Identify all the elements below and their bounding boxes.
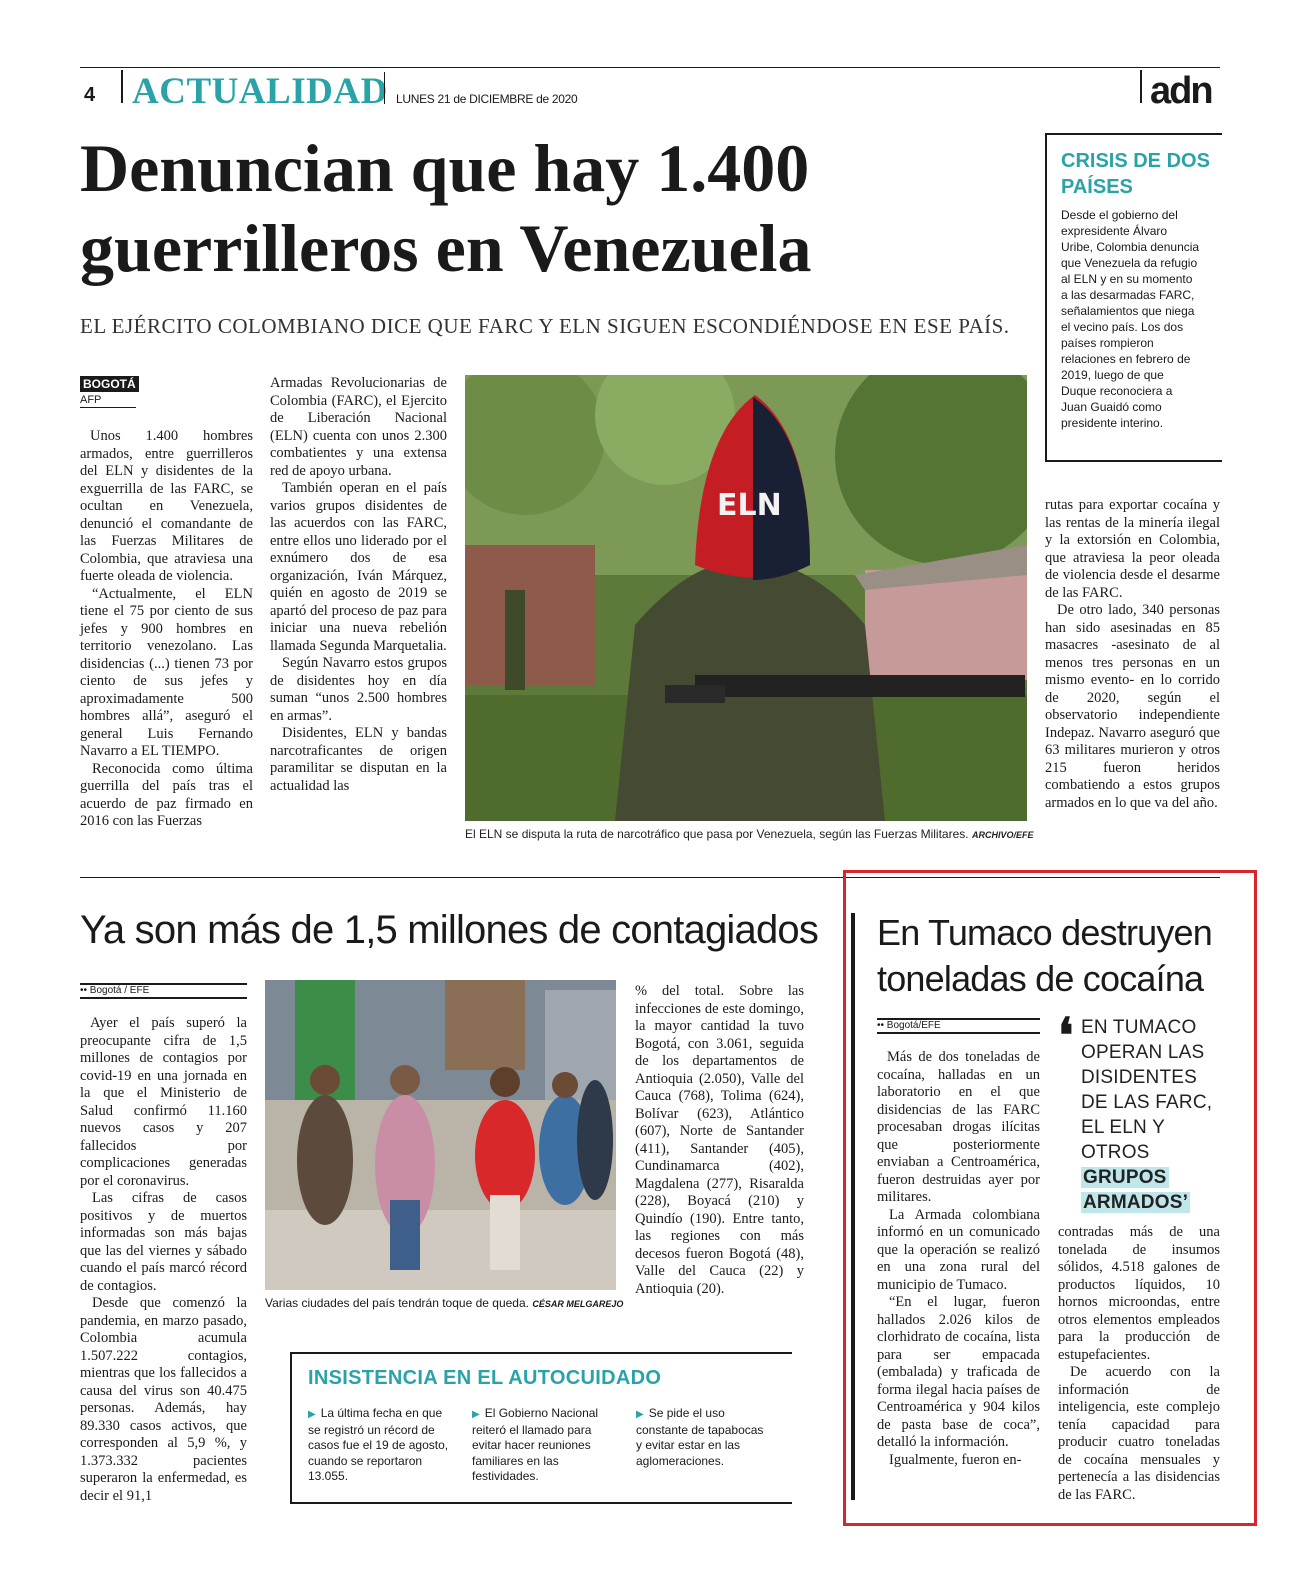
paragraph: Armadas Revolucionarias de Colombia (FARC), el Ejercito de Liberación Nacional (ELN) cuenta con unos 2.300 combatientes y una extensa red de apoyo urbana. — [270, 375, 447, 479]
photo-caption — [265, 1296, 623, 1310]
header-divider — [384, 72, 385, 104]
main-headline-line: Denuncian que hay 1.400 — [80, 130, 810, 206]
eln-guerrilla-photo — [465, 375, 1027, 821]
crisis-sidebar-title: CRISIS DE DOS PAÍSES — [1061, 150, 1210, 198]
photo-caption — [465, 827, 1033, 841]
covid-column-2 — [635, 983, 804, 1298]
crisis-sidebar-text: Desde el gobierno del expresidente Álvaro Uribe, Colombia denuncia que Venezuela da refugio al ELN y en su momento a las desarmadas FARC, señalamientos que niega el vecino país. Los dos países rompieron relaciones en febrero de 2019, luego de que Duque reconociera a Juan Guaidó como presidente interino. — [1061, 208, 1200, 430]
tumaco-column-2 — [1058, 1224, 1220, 1504]
pull-quote-highlight: ARMADOS’ — [1083, 1192, 1189, 1213]
main-story-column-3 — [1045, 497, 1220, 812]
photo-credit: CÉSAR MELGAREJO — [532, 1299, 624, 1309]
paragraph: “Actualmente, el ELN tiene el 75 por ciento de sus jefes y 900 hombres en territorio venezolano. Las disidencias (...) tienen 73 por ciento de sus jefes y aproximadamente 500 hombres allá”, aseguró el general Luis Fernando Navarro a EL TIEMPO. — [80, 585, 253, 759]
triangle-bullet-icon: ▶ — [472, 1409, 480, 1420]
hood-letters: ELN — [717, 488, 782, 523]
page-number: 4 — [84, 84, 96, 106]
bullet-text: La última fecha en que se registró un récord de casos fue el 19 de agosto, cuando se reportaron 13.055. — [308, 1406, 449, 1483]
tumaco-column-1 — [877, 1049, 1040, 1469]
paragraph: Reconocida como última guerrilla del país tras el acuerdo de paz firmado en 2016 con las Fuerzas — [80, 760, 253, 829]
paragraph: Unos 1.400 hombres armados, entre guerrilleros del ELN y disidentes de la exguerrilla de las FARC, se ocultan en Venezuela, denunció el comandante de las Fuerzas Militares de Colombia, que atraviesa una fuerte oleada de violencia. — [80, 428, 253, 584]
paragraph: Ayer el país superó la preocupante cifra de 1,5 millones de contagios por covid-19 en una jornada en la que el Ministerio de Salud confirmó 11.160 nuevos casos y 207 fallecidos por complicaciones generadas por el coronavirus. — [80, 1015, 247, 1189]
caption-text: Varias ciudades del país tendrán toque de queda. — [265, 1296, 529, 1310]
paragraph: La Armada colombiana informó en un comunicado que la operación se realizó en una zona rural del municipio de Tumaco. — [877, 1206, 1040, 1293]
paragraph: “En el lugar, fueron hallados 2.026 kilos de clorhidrato de cocaína, lista para ser empacada (embalada) y traficada de forma ilegal hacia países de Centroamérica y 904 kilos de pasta base de coca”, detalló la información. — [877, 1294, 1040, 1450]
covid-column-1 — [80, 1015, 247, 1505]
bullet-text: El Gobierno Nacional reiteró el llamado para evitar hacer reuniones familiares en las festividades. — [472, 1406, 599, 1483]
adn-logo: adn — [1150, 70, 1212, 112]
tumaco-headline-line: toneladas de cocaína — [877, 958, 1204, 999]
paragraph: % del total. Sobre las infecciones de este domingo, la mayor cantidad la tuvo Bogotá, con 3.061, seguida de los departamentos de Antioquia (2.050), Valle del Cauca (768), Tolima (624), Bolívar (623), Atlántico (607), Norte de Santander (411), Santander (405), Cundinamarca (402), Magdalena (277), Risaralda (228), Boyacá (210) y Quindío (190). Entre tanto, las regiones con más decesos fueron Bogotá (48), Valle del Cauca (22) y Antioquia (20). — [635, 983, 804, 1297]
paragraph: Más de dos toneladas de cocaína, halladas en un laboratorio en el que disidencias de las FARC procesaban drogas ilícitas que posteriormente enviaban a Centroamérica, fueron destruidas ayer por militares. — [877, 1049, 1040, 1205]
bullet-text: Se pide el uso constante de tapabocas y evitar estar en las aglomeraciones. — [636, 1406, 764, 1468]
paragraph: Según Navarro estos grupos de disidentes hoy en día suman “unos 2.500 hombres en armas”. — [270, 655, 447, 724]
autocuidado-bullet — [636, 1406, 766, 1469]
tumaco-headline — [877, 910, 1227, 1002]
autocuidado-bullet — [472, 1406, 622, 1485]
tumaco-byline: •• Bogotá/EFE — [877, 1018, 1040, 1034]
header-divider — [1140, 70, 1142, 103]
triangle-bullet-icon: ▶ — [636, 1409, 644, 1420]
street-crowd-photo — [265, 980, 616, 1290]
paragraph: rutas para exportar cocaína y las rentas de la minería ilegal y la extorsión en Colombia, que atraviesa la peor oleada de violencia desde el desarme de las FARC. — [1045, 497, 1220, 601]
autocuidado-box-title: INSISTENCIA EN EL AUTOCUIDADO — [308, 1367, 662, 1389]
main-story-column-2 — [270, 375, 447, 795]
issue-date: LUNES 21 de DICIEMBRE de 2020 — [396, 92, 578, 106]
paragraph: contradas más de una tonelada de insumos sólidos, 4.518 galones de productos líquidos, 10 hornos microondas, entre otros elementos empleados para la producción de estupefacientes. — [1058, 1224, 1220, 1363]
dateline: BOGOTÁ — [80, 376, 139, 392]
main-story-column-1 — [80, 428, 253, 831]
triangle-bullet-icon: ▶ — [308, 1409, 316, 1420]
paragraph: Las cifras de casos positivos y de muertos informadas son más bajas que las del viernes y sábado cuando el país marcó récord de contagios. — [80, 1190, 247, 1294]
paragraph: De acuerdo con la información de inteligencia, este complejo tenía capacidad para producir cuatro toneladas de cocaína mensuales y pertenecía a las disidencias de las FARC. — [1058, 1364, 1220, 1503]
header-divider — [121, 70, 123, 103]
covid-headline: Ya son más de 1,5 millones de contagiados — [80, 908, 819, 952]
caption-text: El ELN se disputa la ruta de narcotráfico que pasa por Venezuela, según las Fuerzas Militares. — [465, 827, 969, 841]
main-deck: EL EJÉRCITO COLOMBIANO DICE QUE FARC Y ELN SIGUEN ESCONDIÉNDOSE EN ESE PAÍS. — [80, 314, 1010, 338]
paragraph: De otro lado, 340 personas han sido asesinadas en 85 masacres -asesinato de al menos tres personas en un mismo evento- en lo corrido de 2020, según el observatorio independiente Indepaz. Navarro aseguró que 63 militares murieron y otros 215 fueron heridos combatiendo a estos grupos armados en lo que va del año. — [1045, 602, 1220, 811]
quote-mark-icon: ❛ — [1058, 1010, 1074, 1063]
pull-quote-text: EN TUMACO OPERAN LAS DISIDENTES DE LAS FARC, EL ELN Y OTROS — [1081, 1017, 1213, 1163]
pull-quote — [1081, 1015, 1221, 1215]
section-title: ACTUALIDAD — [132, 71, 388, 112]
agency: AFP — [80, 394, 136, 408]
paragraph: Disidentes, ELN y bandas narcotraficantes de origen paramilitar se disputan en la actualidad las — [270, 725, 447, 794]
main-headline — [80, 128, 1040, 288]
main-headline-line: guerrilleros en Venezuela — [80, 210, 812, 286]
header-rule — [80, 67, 1220, 68]
paragraph: Desde que comenzó la pandemia, en marzo pasado, Colombia acumula 1.507.222 contagios, mientras que los fallecidos a causa del virus son 40.475 personas. Además, hay 89.330 casos activos, que corresponden al 5,9 %, y 1.373.332 pacientes superaron la enfermedad, es decir el 91,1 — [80, 1295, 247, 1504]
story-divider — [851, 913, 855, 1500]
autocuidado-bullet — [308, 1406, 458, 1485]
pull-quote-highlight: GRUPOS — [1083, 1167, 1167, 1188]
tumaco-headline-line: En Tumaco destruyen — [877, 912, 1212, 953]
photo-credit: ARCHIVO/EFE — [971, 830, 1034, 840]
covid-byline: •• Bogotá / EFE — [80, 983, 247, 999]
paragraph: También operan en el país varios grupos disidentes de las acuerdos con las FARC, entre ellos uno liderado por el exnúmero dos de esa organización, Iván Márquez, quién en agosto de 2019 se apartó del proceso de paz para iniciar una nueva rebelión llamada Segunda Marquetalia. — [270, 480, 447, 654]
paragraph: Igualmente, fueron en- — [889, 1451, 1022, 1468]
